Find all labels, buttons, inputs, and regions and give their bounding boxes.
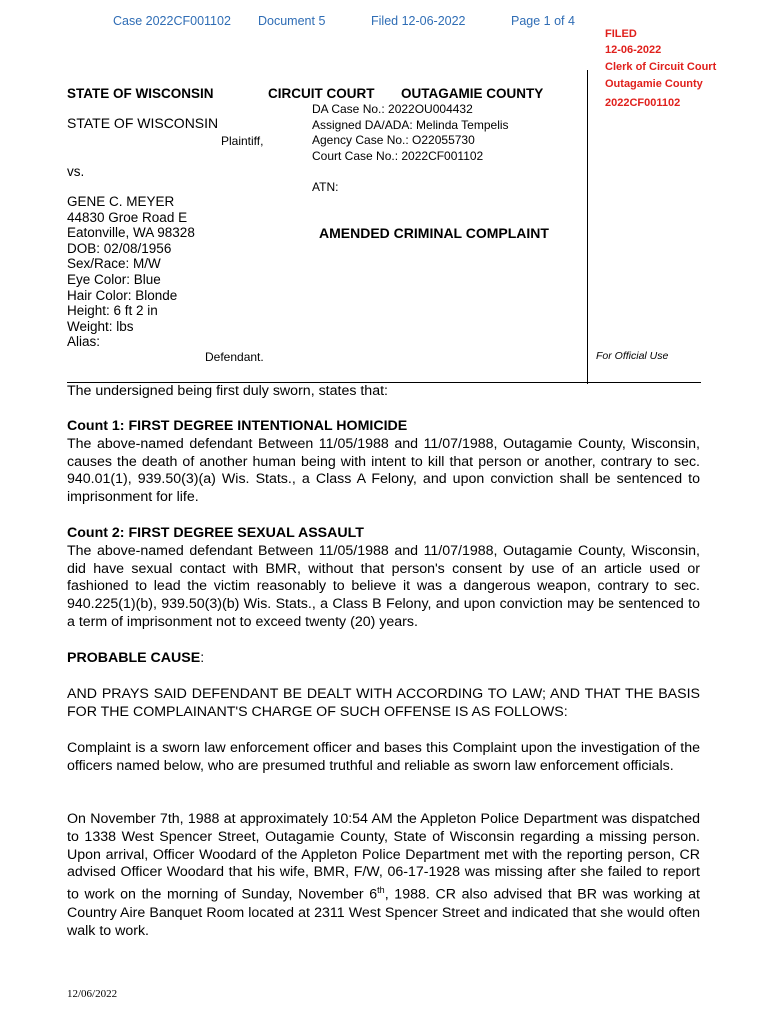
defendant-hair-color: Hair Color: Blonde	[67, 287, 178, 303]
filed-clerk: Clerk of Circuit Court	[605, 61, 717, 73]
defendant-weight: Weight: lbs	[67, 318, 134, 334]
agency-case-number: Agency Case No.: O22055730	[312, 133, 475, 147]
count-1-body: The above-named defendant Between 11/05/1988 and 11/07/1988, Outagamie County, Wisconsin, causes the death of another human being with intent to kill that person or another, contrary to sec. 940.01(1), 939.50(3)(a) Wis. Stats., a Class A Felony, and upon conviction shall be sentenced to imprisonment for life.	[67, 435, 700, 506]
defendant-address1: 44830 Groe Road E	[67, 209, 188, 225]
defendant-eye-color: Eye Color: Blue	[67, 271, 161, 287]
caption-county: OUTAGAMIE COUNTY	[401, 86, 544, 101]
defendant-sex-race: Sex/Race: M/W	[67, 256, 161, 272]
header-case: Case 2022CF001102	[113, 14, 231, 28]
count-2-title: Count 2: FIRST DEGREE SEXUAL ASSAULT	[67, 525, 364, 541]
caption-divider-vertical	[587, 70, 588, 384]
narrative-part-1: On November 7th, 1988 at approximately 10:54 AM the Appleton Police Department was dispatched to 1338 West Spencer Street, Outagamie County, State of Wisconsin regarding a missing person. Upon arrival, Officer Woodard of the Appleton Police Department met with the reporting person, CR advised Officer Woodard that his wife, BMR, F/W, 06-17-1928 was missing after she failed to report to work on the morning of Sunday, November 6	[67, 811, 700, 903]
document-title: AMENDED CRIMINAL COMPLAINT	[319, 225, 549, 241]
header-filed: Filed 12-06-2022	[371, 14, 466, 28]
official-use-label: For Official Use	[596, 350, 669, 362]
defendant-height: Height: 6 ft 2 in	[67, 303, 158, 319]
header-document: Document 5	[258, 14, 326, 28]
caption-state: STATE OF WISCONSIN	[67, 86, 214, 101]
defendant-block	[67, 194, 195, 350]
count-1	[67, 418, 700, 507]
da-case-number: DA Case No.: 2022OU004432	[312, 102, 473, 116]
probable-cause-label: PROBABLE CAUSE	[67, 650, 201, 666]
complaint-paragraph: Complaint is a sworn law enforcement officer and bases this Complaint upon the investigation of the officers named below, who are presumed truthful and reliable as sworn law enforcement officials.	[67, 740, 700, 774]
court-case-number: Court Case No.: 2022CF001102	[312, 149, 484, 163]
count-2-body: The above-named defendant Between 11/05/1988 and 11/07/1988, Outagamie County, Wisconsin, did have sexual contact with BMR, without that person's consent by use of an article used or fashioned to lead the victim reasonably to believe it was a dangerous weapon, contrary to sec. 940.225(1)(b), 939.50(3)(b) Wis. Stats., a Class B Felony, and upon conviction may be sentenced to a term of imprisonment not to exceed twenty (20) years.	[67, 542, 700, 630]
probable-cause-colon: :	[200, 650, 205, 666]
defendant-alias: Alias:	[67, 334, 101, 350]
plaintiff-name: STATE OF WISCONSIN	[67, 115, 219, 131]
filed-county: Outagamie County	[605, 78, 703, 90]
narrative-paragraph	[67, 811, 700, 940]
header-page: Page 1 of 4	[511, 14, 575, 28]
narrative-superscript: th	[377, 885, 385, 896]
defendant-dob: DOB: 02/08/1956	[67, 240, 172, 256]
filed-date: 12-06-2022	[605, 44, 662, 56]
plaintiff-role: Plaintiff,	[221, 134, 264, 148]
count-1-title: Count 1: FIRST DEGREE INTENTIONAL HOMICIDE	[67, 418, 408, 434]
count-2	[67, 525, 700, 632]
intro-statement: The undersigned being first duly sworn, states that:	[67, 383, 388, 399]
filed-label: FILED	[605, 28, 637, 40]
probable-cause-heading	[67, 650, 700, 668]
defendant-name: GENE C. MEYER	[67, 194, 175, 209]
caption-court: CIRCUIT COURT	[268, 86, 375, 101]
defendant-role: Defendant.	[205, 350, 264, 364]
defendant-address2: Eatonville, WA 98328	[67, 225, 195, 241]
versus: vs.	[67, 164, 85, 179]
footer-date: 12/06/2022	[67, 988, 118, 1000]
atn: ATN:	[312, 180, 339, 194]
narrative-part-2: , 1988. CR also advised that BR was working at Country Aire Banquet Room located at 2311 West Spencer Street and indicated that she would often walk to work.	[67, 886, 700, 939]
filed-case-number: 2022CF001102	[605, 97, 681, 109]
prays-statement: AND PRAYS SAID DEFENDANT BE DEALT WITH ACCORDING TO LAW; AND THAT THE BASIS FOR THE COMPLAINANT'S CHARGE OF SUCH OFFENSE IS AS FOLLOWS:	[67, 686, 700, 720]
assigned-ada: Assigned DA/ADA: Melinda Tempelis	[312, 118, 509, 132]
